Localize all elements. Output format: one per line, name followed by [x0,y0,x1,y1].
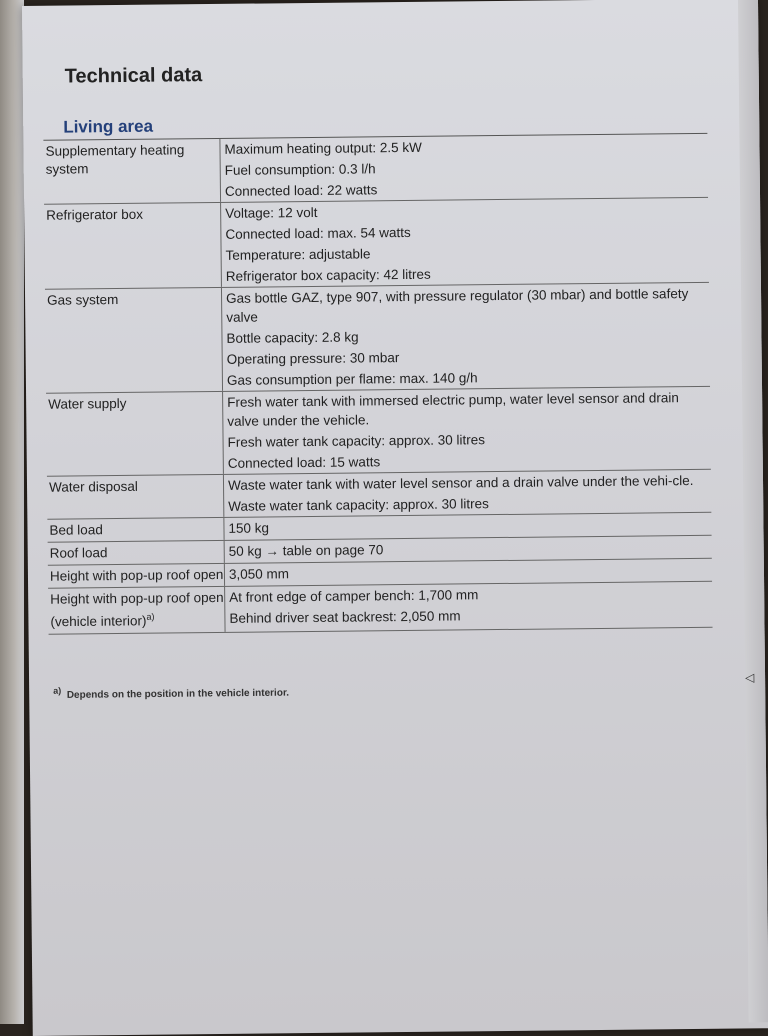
footnote-mark: a) [53,685,62,696]
row-value: Bottle capacity: 2.8 kg [226,329,359,346]
row-value: Waste water tank capacity: approx. 30 litres [228,496,489,514]
row-label: Water disposal [48,478,138,495]
row-value: Connected load: 15 watts [227,454,381,471]
row-values [219,134,708,202]
footnote-text: Depends on the position in the vehicle interior. [66,687,290,701]
row-value: Refrigerator box capacity: 42 litres [225,266,431,284]
row-label: Height with pop-up roof open [49,566,224,584]
row-value: Behind driver seat backrest: 2,050 mm [229,608,461,626]
book-binding [0,0,24,1024]
row-value: 3,050 mm [228,566,290,582]
row-value: 50 kg → table on page 70 [228,542,384,559]
footnote-ref: a) [146,611,155,622]
table-row [46,387,711,477]
row-label: Roof load [49,545,108,561]
row-value: Connected load: 22 watts [224,182,378,199]
page-edge [738,0,768,1022]
page-title: Technical data [64,64,203,88]
row-label: Supplementary heating system [45,142,185,177]
row-value: Operating pressure: 30 mbar [226,350,400,367]
technical-data-table [43,133,712,634]
row-label-cell [48,587,224,633]
row-value: Fuel consumption: 0.3 l/h [224,161,376,178]
row-value: Connected load: max. 54 watts [225,224,411,242]
row-values [220,198,709,287]
table-row [43,134,708,205]
footnote [53,683,289,701]
table-row [48,582,712,634]
row-label: Gas system [47,292,119,308]
end-marker-icon: ◁ [744,670,755,685]
row-value: Gas consumption per flame: max. 140 g/h [226,370,478,388]
table-row [47,470,711,520]
table-row [45,283,710,394]
row-label: Bed load [49,522,103,538]
row-value: Fresh water tank capacity: approx. 30 litres [227,432,486,450]
row-value: Fresh water tank with immersed electric pump, water level sensor and drain valve under the vehicle. [227,390,679,429]
row-value: Waste water tank with water level sensor and a drain valve under the vehi-cle. [227,472,694,493]
row-value: Voltage: 12 volt [225,204,318,221]
row-values [222,387,711,474]
row-values [221,283,710,391]
row-value: Temperature: adjustable [225,246,371,263]
row-label: Refrigerator box [46,206,144,223]
row-label: Water supply [48,395,127,412]
table-row [44,198,709,290]
row-values [224,582,712,632]
row-value: Maximum heating output: 2.5 kW [224,139,422,157]
row-value: 150 kg [228,520,270,536]
row-value: Gas bottle GAZ, type 907, with pressure regulator (30 mbar) and bottle safety valve [225,286,689,325]
row-value: At front edge of camper bench: 1,700 mm [229,587,479,605]
row-values [223,470,711,517]
manual-page [22,0,768,1036]
row-label: Height with pop-up roof open (vehicle interior) [50,589,224,630]
section-heading: Living area [63,116,154,137]
